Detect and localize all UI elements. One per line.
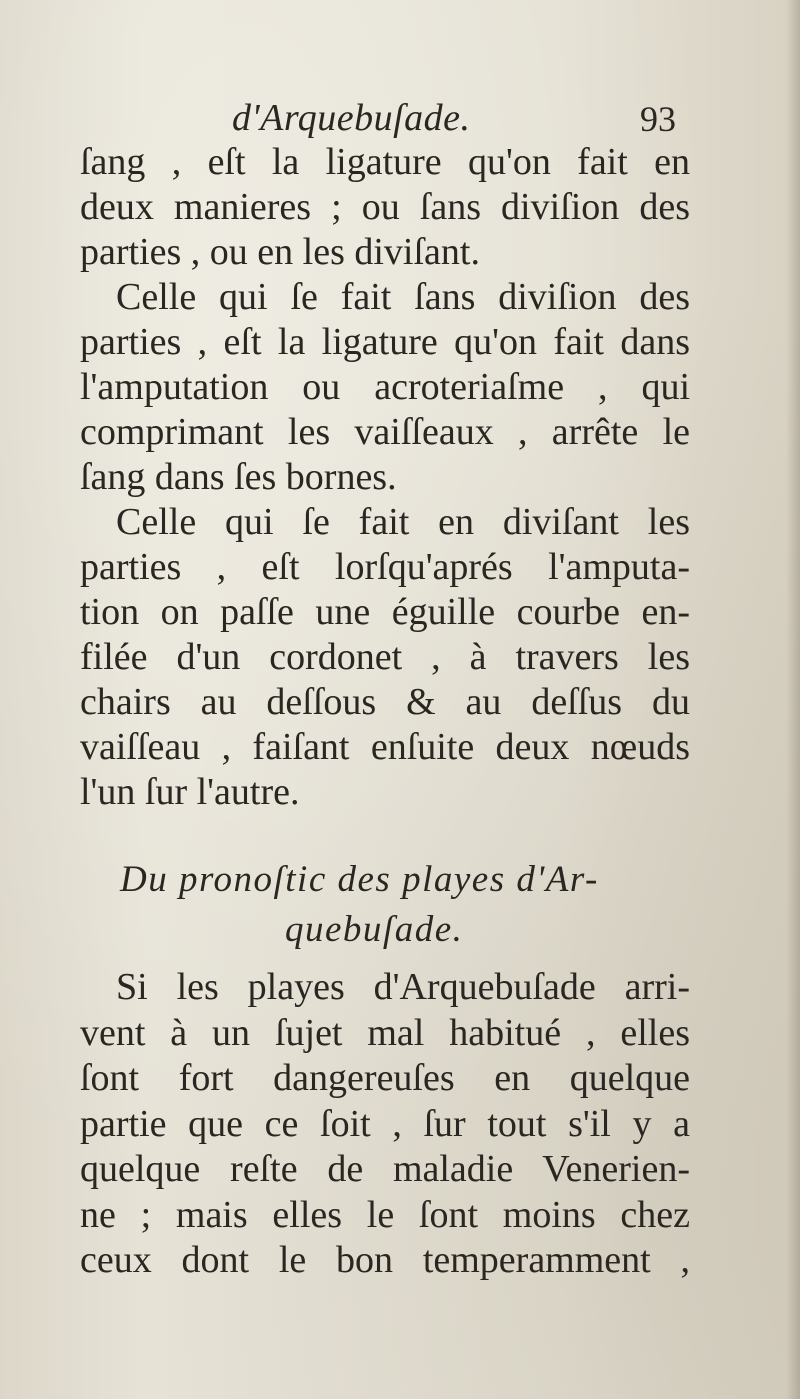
text-line: ſang dans ſes bornes.: [80, 456, 397, 498]
section-heading-line: Du pronoſtic des playes d'Ar-: [120, 859, 599, 900]
text-line: vaiſſeau , faiſant enſuite deux nœuds: [80, 726, 690, 768]
text-line: tion on paſſe une éguille courbe en-: [80, 591, 690, 633]
text-line: filée d'un cordonet , à travers les: [80, 636, 690, 678]
body-text-top: [80, 140, 690, 815]
page-edge-shadow: [786, 0, 800, 1399]
text-line: ceux dont le bon temperamment ,: [80, 1239, 690, 1281]
body-text-bottom: [80, 965, 690, 1284]
text-line: vent à un ſujet mal habitué , elles: [80, 1011, 690, 1054]
text-line: l'amputation ou acroteriaſme , qui: [80, 366, 690, 408]
text-line: ſang , eſt la ligature qu'on fait en: [80, 141, 690, 183]
section-heading: [80, 855, 690, 955]
text-line: Celle qui ſe fait en diviſant les: [116, 501, 690, 543]
text-line: partie que ce ſoit , ſur tout s'il y a: [80, 1102, 690, 1145]
text-line: l'un ſur l'autre.: [80, 771, 300, 813]
running-head: d'Arquebuſade.: [232, 97, 471, 139]
section-heading-line: quebuſade.: [285, 909, 464, 950]
text-line: parties , eſt lorſqu'aprés l'amputa-: [80, 546, 690, 588]
text-line: quelque reſte de maladie Venerien-: [80, 1148, 690, 1190]
page-number: 93: [640, 99, 676, 139]
text-line: parties , ou en les diviſant.: [80, 231, 480, 273]
text-line: ſont fort dangereuſes en quelque: [80, 1057, 690, 1099]
text-line: Celle qui ſe fait ſans diviſion des: [116, 276, 690, 318]
text-line: chairs au deſſous & au deſſus du: [80, 681, 690, 723]
text-line: parties , eſt la ligature qu'on fait dans: [80, 321, 690, 363]
text-line: ne ; mais elles le ſont moins chez: [80, 1193, 690, 1236]
text-line: deux manieres ; ou ſans diviſion des: [80, 186, 690, 228]
text-line: Si les playes d'Arquebuſade arri-: [116, 966, 690, 1008]
text-line: comprimant les vaiſſeaux , arrête le: [80, 411, 690, 453]
